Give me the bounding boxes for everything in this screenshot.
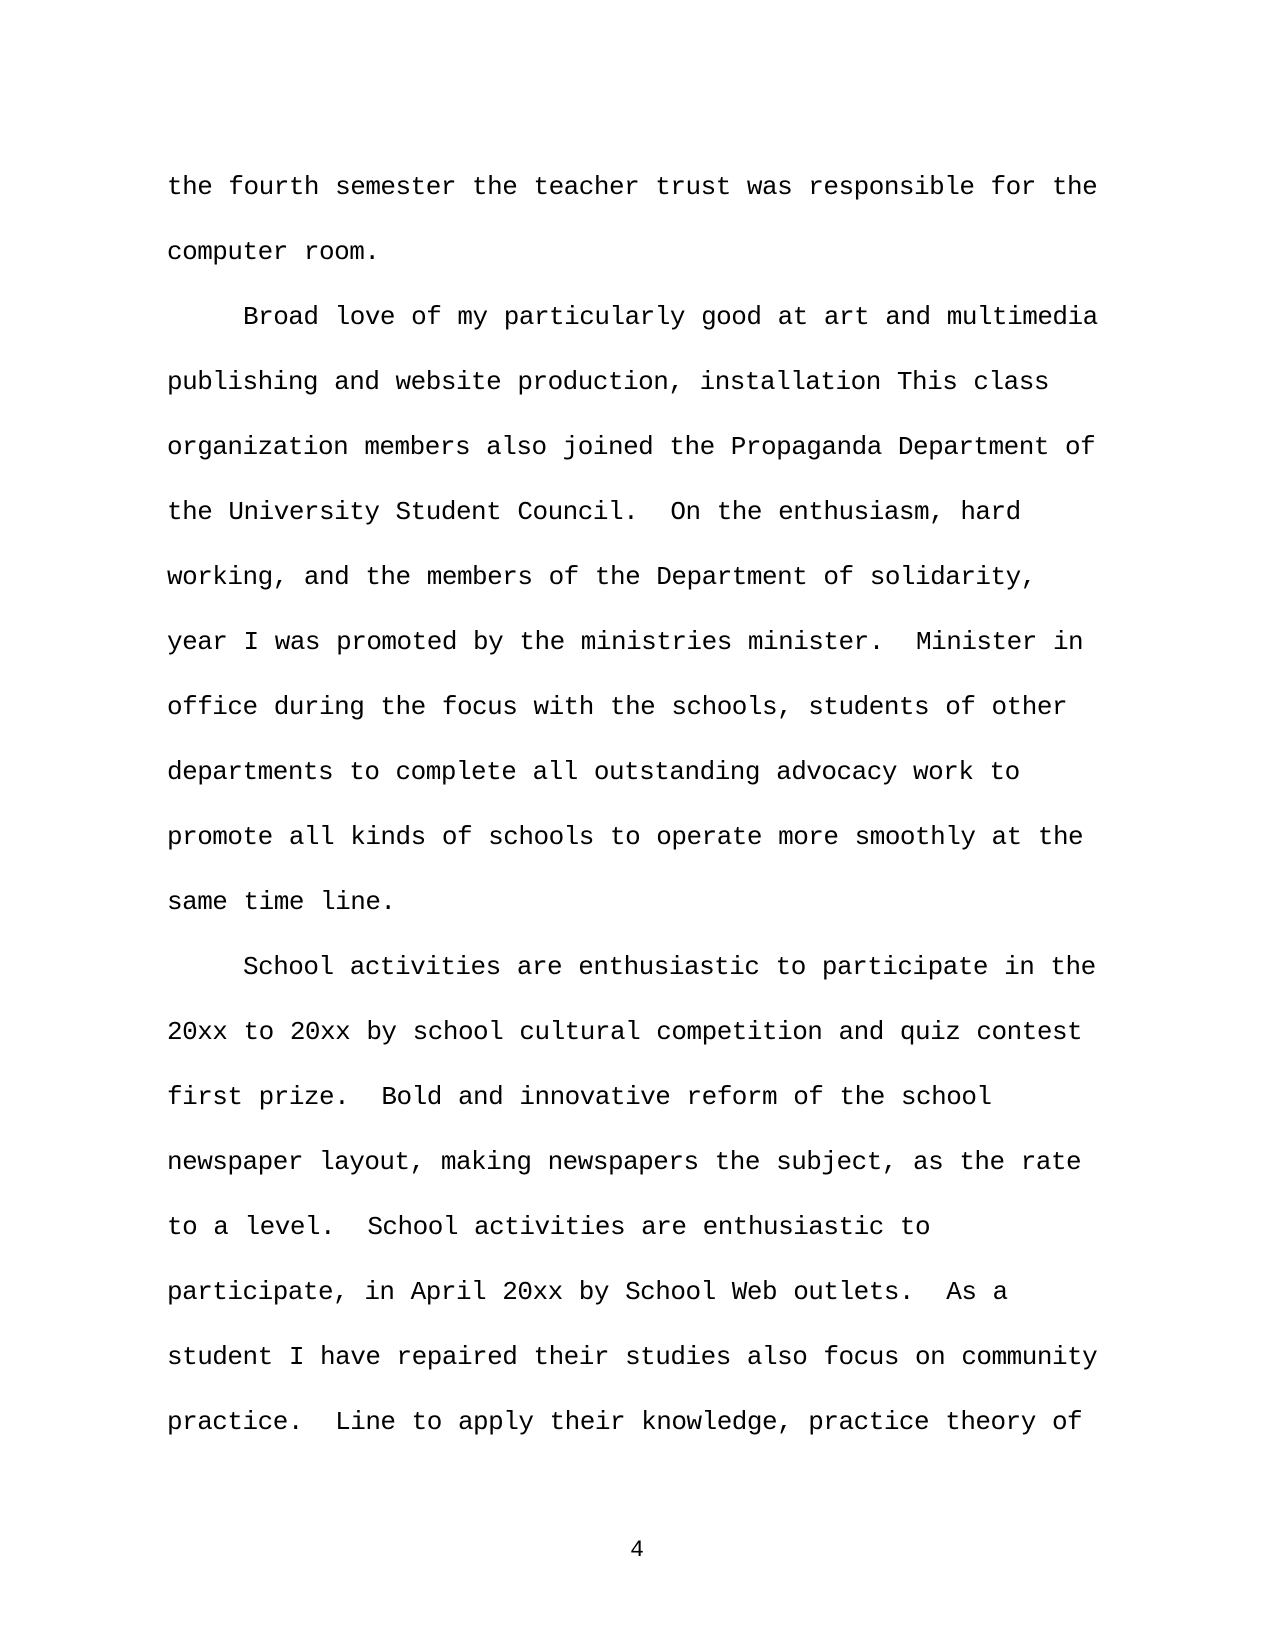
text-line: newspaper layout, making newspapers the subject, as the rate (167, 1147, 1082, 1177)
page-footer (0, 1534, 1274, 1566)
text-line: organization members also joined the Propaganda Department of (167, 432, 1096, 462)
text-block (167, 155, 1097, 1455)
text-line: office during the focus with the schools, students of other (167, 692, 1068, 722)
text-line: Broad love of my particularly good at art and multimedia (243, 302, 1098, 332)
text-line: to a level. School activities are enthusiastic to (167, 1212, 931, 1242)
text-line: computer room. (167, 237, 380, 267)
text-line: the University Student Council. On the enthusiasm, hard (167, 497, 1021, 527)
text-line: departments to complete all outstanding advocacy work to (167, 757, 1020, 787)
page-number: 4 (630, 1537, 644, 1563)
text-line: promote all kinds of schools to operate more smoothly at the (167, 822, 1084, 852)
text-line: practice. Line to apply their knowledge, practice theory of (167, 1407, 1083, 1437)
text-line: year I was promoted by the ministries minister. Minister in (167, 627, 1084, 657)
text-line: first prize. Bold and innovative reform of the school (167, 1082, 992, 1112)
text-line: same time line. (167, 887, 396, 917)
text-line: participate, in April 20xx by School Web outlets. As a (167, 1277, 1008, 1307)
text-line: the fourth semester the teacher trust was responsible for the (167, 172, 1098, 202)
text-line: 20xx to 20xx by school cultural competition and quiz contest (167, 1017, 1083, 1047)
text-line: publishing and website production, installation This class (167, 367, 1049, 397)
text-line: student I have repaired their studies also focus on community (167, 1342, 1098, 1372)
text-line: School activities are enthusiastic to participate in the (243, 952, 1096, 982)
text-line: working, and the members of the Department of solidarity, (167, 562, 1036, 592)
